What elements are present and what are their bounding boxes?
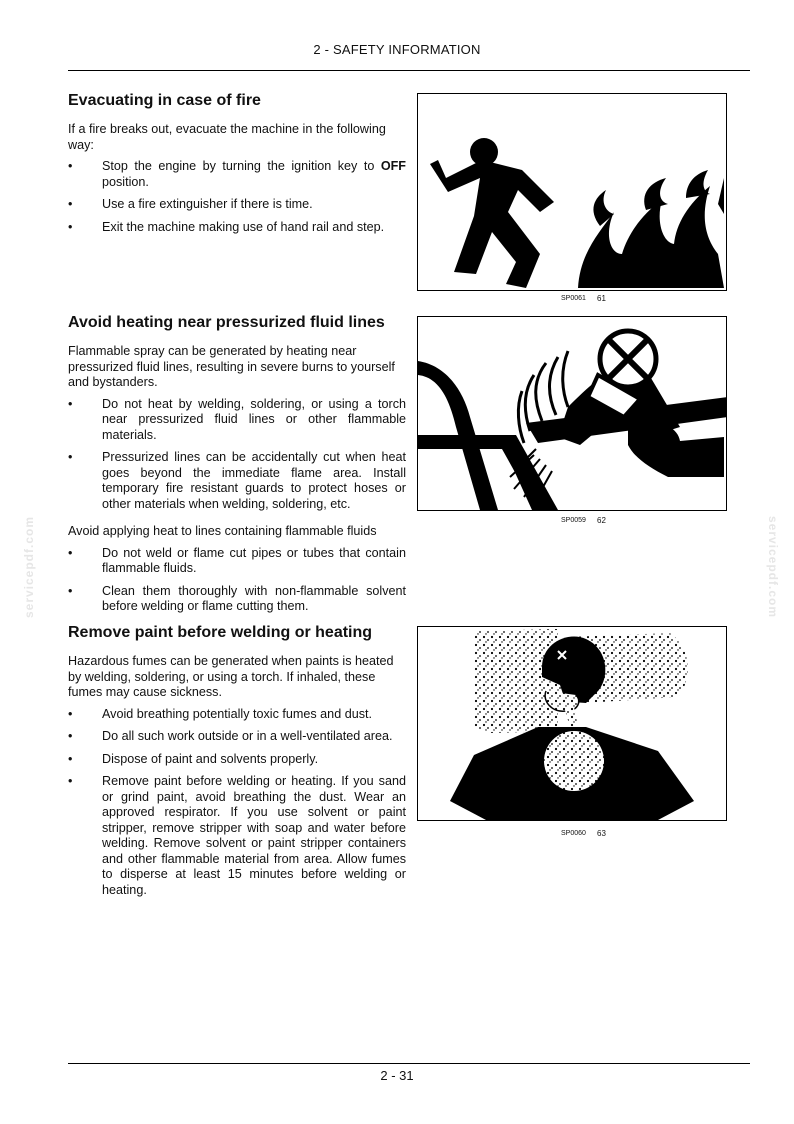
figure-number: 63 (597, 829, 606, 838)
section-title: Avoid heating near pressurized fluid lines (68, 314, 385, 331)
section-title: Evacuating in case of fire (68, 92, 261, 109)
section-note: Avoid applying heat to lines containing flammable fluids (68, 524, 377, 538)
figure-code: SP0060 (561, 830, 586, 837)
list-item: • Remove paint before welding or heating. If you sand or grind paint, avoid breathing the dust. Wear an approved respirator. If you use solvent or paint stripper, remove stripper with soap and water before welding. Remove solvent or paint stripper containers and other flammable material from area. Allow fumes to disperse at least 15 minutes before welding or heating. (68, 774, 406, 897)
figure-code: SP0059 (561, 517, 586, 524)
list-item: • Clean them thoroughly with non-flammable solvent before welding or flame cutting them. (68, 583, 406, 613)
figure-number: 61 (597, 294, 606, 303)
list-item: • Do not heat by welding, soldering, or using a torch near pressurized fluid lines or other flammable materials. (68, 396, 406, 442)
figure-62 (417, 316, 727, 511)
bullet-list (68, 397, 406, 513)
bullet-list (68, 159, 406, 235)
welder-spray-icon (418, 317, 726, 510)
figure-number: 62 (597, 516, 606, 525)
footer-rule (68, 1063, 750, 1064)
figure-63 (417, 626, 727, 821)
figure-61 (417, 93, 727, 291)
header-rule (68, 70, 750, 71)
toxic-fumes-icon (418, 627, 726, 820)
section-pressurized-lines (68, 314, 406, 622)
list-item: • Pressurized lines can be accidentally cut when heat goes beyond the immediate flame area. Install temporary fire resistant guards to protect hoses or other materials when welding, soldering, etc. (68, 450, 406, 511)
list-item: • Dispose of paint and solvents properly. (68, 751, 319, 766)
list-item: • Do not weld or flame cut pipes or tubes that contain flammable fluids. (68, 545, 406, 575)
list-item: • Exit the machine making use of hand rail and step. (68, 219, 385, 234)
watermark-left: servicepdf.com (22, 515, 37, 619)
figure-code: SP0061 (561, 295, 586, 302)
list-item: • Stop the engine by turning the ignition key to OFF position. (68, 159, 406, 189)
bullet-list (68, 546, 406, 615)
bullet-list (68, 707, 406, 899)
section-intro: If a fire breaks out, evacuate the machine in the following way: (68, 122, 386, 152)
section-evacuating (68, 92, 406, 242)
list-item: • Do all such work outside or in a well-ventilated area. (68, 729, 393, 743)
running-person-fire-icon (418, 94, 726, 290)
page-number: 2 - 31 (380, 1068, 414, 1083)
section-title: Remove paint before welding or heating (68, 624, 373, 641)
list-item: • Use a fire extinguisher if there is time. (68, 197, 313, 211)
list-item: • Avoid breathing potentially toxic fumes and dust. (68, 706, 372, 721)
section-remove-paint (68, 624, 406, 905)
page-header: 2 - SAFETY INFORMATION (313, 42, 481, 57)
section-intro: Hazardous fumes can be generated when paints is heated by welding, soldering, or using a torch. If inhaled, these fumes may cause sickness. (68, 654, 394, 699)
section-intro: Flammable spray can be generated by heating near pressurized fluid lines, resulting in severe burns to yourself and bystanders. (68, 344, 395, 389)
watermark-right: servicepdf.com (766, 515, 781, 619)
